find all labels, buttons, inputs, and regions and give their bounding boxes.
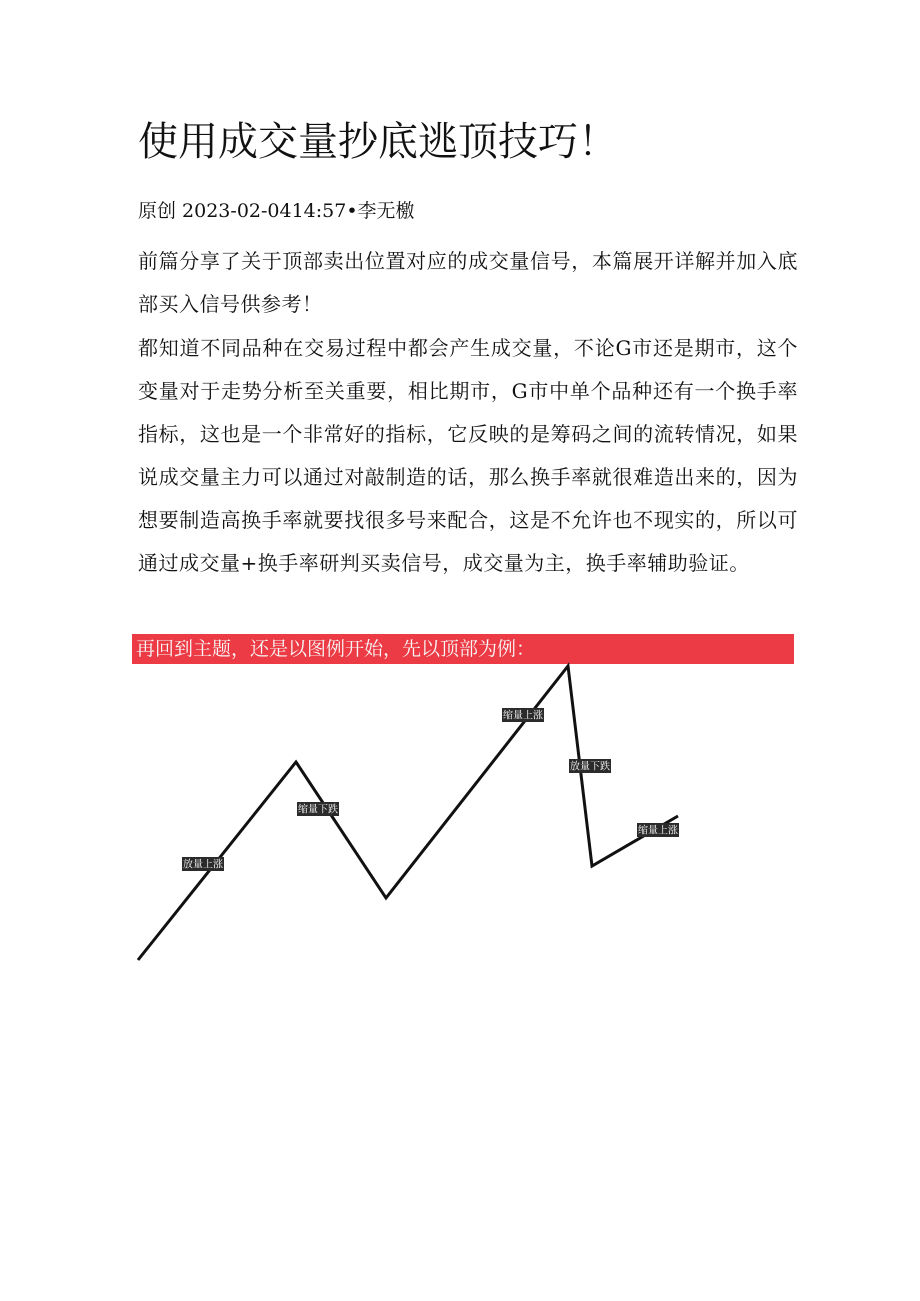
diagram-label-5 xyxy=(637,823,679,837)
article-meta: 原创 2023-02-0414:57•李无檄 xyxy=(138,200,415,222)
diagram-label-3 xyxy=(502,708,544,722)
diagram-label-4-text: 放量下跌 xyxy=(570,761,610,773)
price-volume-diagram xyxy=(130,662,690,972)
diagram-label-3-text: 缩量上涨 xyxy=(503,710,543,722)
diagram-label-4 xyxy=(569,759,611,773)
paragraph-main: 都知道不同品种在交易过程中都会产生成交量，不论G市还是期市，这个变量对于走势分析至关重要，相比期市，G市中单个品种还有一个换手率指标，这也是一个非常好的指标，它反映的是筹码之间的流转情况，如果说成交量主力可以通过对敲制造的话，那么换手率就很难造出来的，因为想要制造高换手率就要找很多号来配合，这是不允许也不现实的，所以可通过成交量+换手率研判买卖信号，成交量为主，换手率辅助验证。 xyxy=(138,336,798,575)
diagram-label-5-text: 缩量上涨 xyxy=(638,825,678,837)
price-path-line xyxy=(138,666,678,960)
diagram-label-1 xyxy=(182,857,224,871)
diagram-label-2-text: 缩量下跌 xyxy=(298,804,338,816)
article-title: 使用成交量抄底逃顶技巧！ xyxy=(138,119,618,165)
diagram-label-1-text: 放量上涨 xyxy=(183,859,223,871)
highlight-banner: 再回到主题，还是以图例开始，先以顶部为例： xyxy=(132,634,794,664)
diagram-label-2 xyxy=(297,802,339,816)
paragraph-intro: 前篇分享了关于顶部卖出位置对应的成交量信号，本篇展开详解并加入底部买入信号供参考！ xyxy=(138,249,798,316)
